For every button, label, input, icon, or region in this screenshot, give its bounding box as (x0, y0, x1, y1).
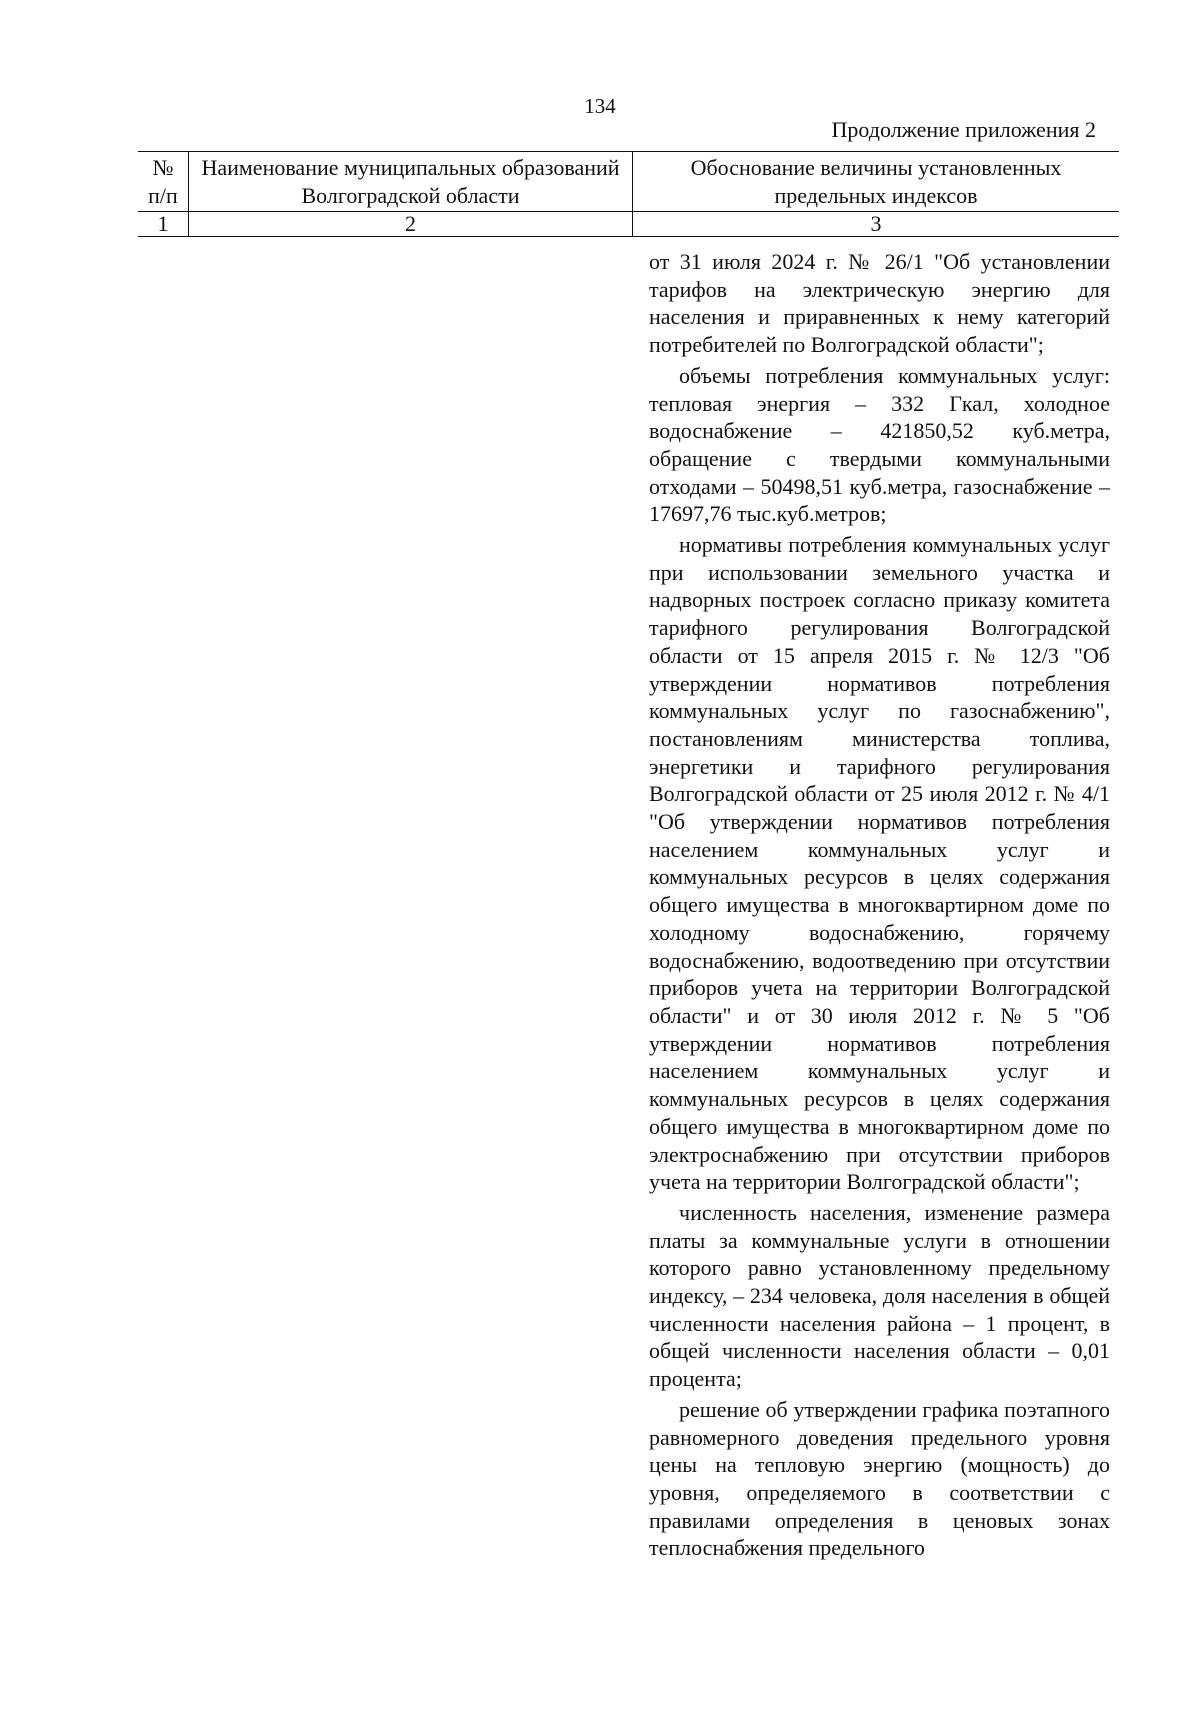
justification-text (649, 248, 1110, 1565)
column-header-number: № п/п (138, 152, 189, 212)
table-number-row (138, 212, 1119, 237)
paragraph-population: численность населения, изменение размера платы за коммунальные услуги в отношении которого равно установленному предельному индексу, – 234 человека, доля населения в общей численности населения района – 1 процент, в общей численности населения области – 0,01 процента; (649, 1199, 1110, 1392)
column-header-municipality: Наименование муниципальных образований Волгоградской области (189, 152, 633, 212)
appendix-label: Продолжение приложения 2 (831, 117, 1096, 142)
paragraph-consumption-volumes: объемы потребления коммунальных услуг: тепловая энергия – 332 Гкал, холодное водоснабжение – 421850,52 куб.метра, обращение с твердыми коммунальными отходами – 50498,51 куб.метра, газоснабжение – 17697,76 тыс.куб.метров; (649, 362, 1110, 527)
column-number-1: 1 (138, 212, 189, 237)
page-number: 134 (584, 94, 616, 118)
column-number-2: 2 (189, 212, 633, 237)
paragraph-heat-price-schedule: решение об утверждении графика поэтапного равномерного доведения предельного уровня цены на тепловую энергию (мощность) до уровня, определяемого в соответствии с правилами определения в ценовых зонах теплоснабжения предельного (649, 1396, 1110, 1561)
column-header-justification: Обоснование величины установленных предельных индексов (633, 152, 1120, 212)
table-header-row (138, 152, 1119, 212)
paragraph-tariff-order: от 31 июля 2024 г. № 26/1 "Об установлении тарифов на электрическую энергию для населения и приравненных к нему категорий потребителей по Волгоградской области"; (649, 249, 1110, 358)
column-number-3: 3 (633, 212, 1120, 237)
header-table (138, 151, 1119, 237)
paragraph-consumption-norms: нормативы потребления коммунальных услуг при использовании земельного участка и надворных построек согласно приказу комитета тарифного регулирования Волгоградской области от 15 апреля 2015 г. № 12/3 "Об утверждении нормативов потребления коммунальных услуг по газоснабжению", постановлениям министерства топлива, энергетики и тарифного регулирования Волгоградской области от 25 июля 2012 г. № 4/1 "Об утверждении нормативов потребления населением коммунальных услуг и коммунальных ресурсов в целях содержания общего имущества в многоквартирном доме по холодному водоснабжению, горячему водоснабжению, водоотведению при отсутствии приборов учета на территории Волгоградской области" и от 30 июля 2012 г. № 5 "Об утверждении нормативов потребления населением коммунальных услуг и коммунальных ресурсов в целях содержания общего имущества в многоквартирном доме по электроснабжению при отсутствии приборов учета на территории Волгоградской области"; (649, 532, 1110, 1195)
